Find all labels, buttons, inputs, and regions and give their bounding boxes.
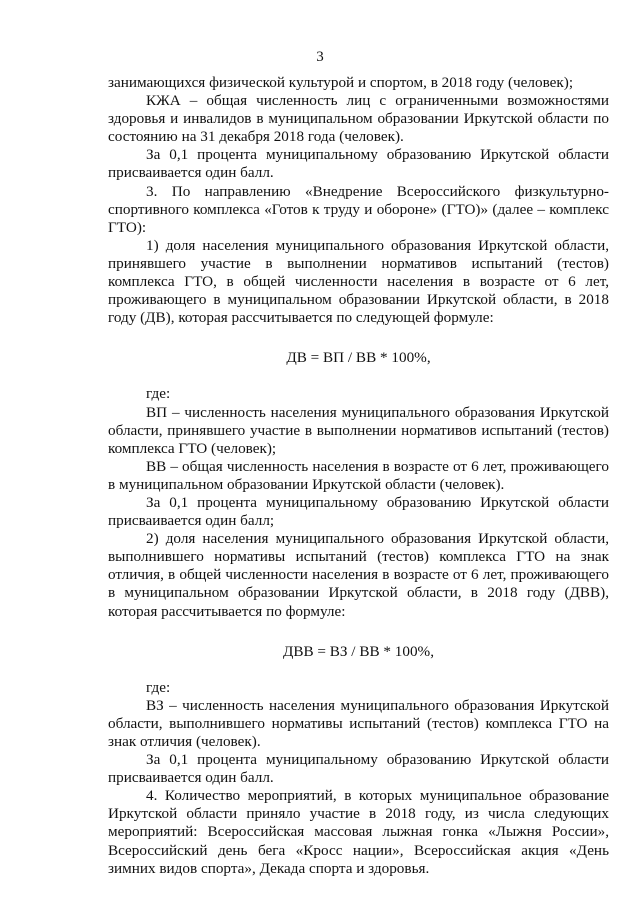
paragraph-item-2: 2) доля населения муниципального образования Иркутской области, выполнившего нормативы испытаний (тестов) комплекса ГТО на знак отличия, в общей численности населения в возрасте от 6 лет, проживающего в муниципальном образовании Иркутской области, в 2018 году (ДВВ), которая рассчитывается по формуле: [108, 530, 609, 620]
paragraph-score-rule-3: За 0,1 процента муниципальному образованию Иркутской области присваивается один балл. [108, 751, 609, 787]
document-body [108, 74, 609, 878]
paragraph-kzha-definition: КЖА – общая численность лиц с ограниченными возможностями здоровья и инвалидов в муниципальном образовании Иркутской области по состоянию на 31 декабря 2018 года (человек). [108, 92, 609, 146]
paragraph-section-4: 4. Количество мероприятий, в которых муниципальное образование Иркутской области приняло участие в 2018 году, из числа следующих мероприятий: Всероссийская массовая лыжная гонка «Лыжня России», Всероссийский день бега «Кросс нации», Всероссийская акция «День зимних видов спорта», Декада спорта и здоровья. [108, 787, 609, 877]
paragraph-vv-definition: ВВ – общая численность населения в возрасте от 6 лет, проживающего в муниципальном образовании Иркутской области (человек). [108, 457, 609, 493]
paragraph-item-1: 1) доля населения муниципального образования Иркутской области, принявшего участие в выполнении нормативов испытаний (тестов) комплекса ГТО, в общей численности населения в возрасте от 6 лет, проживающего в муниципальном образовании Иркутской области, в 2018 году (ДВ), которая рассчитывается по следующей формуле: [108, 236, 609, 327]
formula-dv: ДВ = ВП / ВВ * 100%, [286, 349, 431, 367]
paragraph-score-rule-1: За 0,1 процента муниципальному образованию Иркутской области присваивается один балл. [108, 146, 609, 182]
paragraph-score-rule-2: За 0,1 процента муниципальному образованию Иркутской области присваивается один балл; [108, 493, 609, 530]
paragraph-section-3: 3. По направлению «Внедрение Всероссийского физкультурно-спортивного комплекса «Готов к труду и обороне» (ГТО)» (далее – комплекс ГТО): [108, 182, 609, 236]
paragraph-vp-definition: ВП – численность населения муниципального образования Иркутской области, принявшего участие в выполнении нормативов испытаний (тестов) комплекса ГТО (человек); [108, 403, 609, 457]
where-label-2: где: [146, 678, 171, 696]
paragraph-continuation: занимающихся физической культурой и спортом, в 2018 году (человек); [108, 74, 574, 91]
paragraph-vz-definition: ВЗ – численность населения муниципального образования Иркутской области, выполнившего нормативы испытаний (тестов) комплекса ГТО на знак отличия (человек). [108, 696, 609, 750]
formula-dvv: ДВВ = ВЗ / ВВ * 100%, [282, 642, 434, 660]
where-label-1: где: [146, 385, 171, 403]
page-number: 3 [316, 49, 324, 65]
